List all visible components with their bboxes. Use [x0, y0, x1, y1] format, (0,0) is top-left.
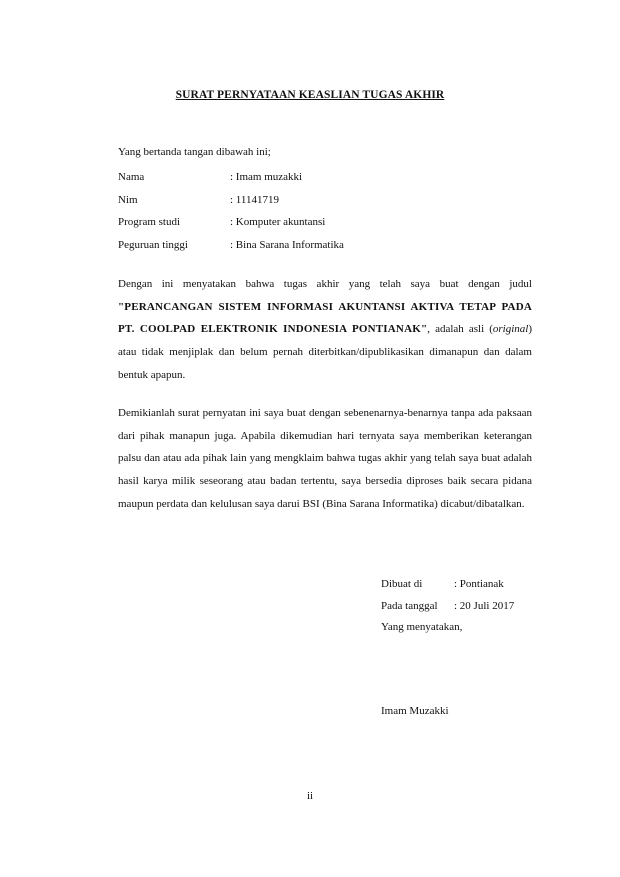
sign-row-place: [381, 577, 514, 599]
field-value: : Bina Sarana Informatika: [230, 238, 344, 251]
field-row-nim: [118, 193, 344, 216]
field-row-program: [118, 215, 344, 238]
statement-tail: ) atau tidak menjiplak dan belum pernah diterbitkan/dipublikasikan dimanapun dan dalam bentuk apapun.: [118, 323, 532, 381]
field-label: Peguruan tinggi: [118, 238, 188, 251]
sign-label: Dibuat di: [381, 578, 423, 590]
field-label: Program studi: [118, 216, 181, 228]
intro-text: Yang bertanda tangan dibawah ini;: [118, 146, 271, 158]
thesis-title: "PERANCANGAN SISTEM INFORMASI AKUNTANSI AKTIVA TETAP PADA PT. COOLPAD ELEKTRONIK INDONESIA PONTIANAK": [118, 300, 532, 336]
field-row-university: [118, 238, 344, 261]
declaration-paragraph: Demikianlah surat pernyatan ini saya buat dengan sebenenarnya-benarnya tanpa ada paksaan dari pihak manapun juga. Apabila dikemudian hari ternyata saya memberikan keterangan palsu dan atau ada pihak lain yang mengklaim bahwa tugas akhir yang telah saya buat adalah hasil karya milik seseorang atau badan tertentu, saya bersedia diproses baik secara pidana maupun perdata dan kelulusan saya darui BSI (Bina Sarana Informatika) dicabut/dibatalkan.: [118, 407, 532, 510]
document-title: SURAT PERNYATAAN KEASLIAN TUGAS AKHIR: [175, 89, 445, 101]
page-number: ii: [306, 790, 314, 802]
field-label: Nim: [118, 193, 138, 206]
field-value: : Imam muzakki: [230, 171, 303, 183]
identity-fields: [118, 170, 344, 260]
signature-block: [381, 577, 514, 642]
sign-closing: Yang menyatakan,: [381, 621, 463, 633]
statement-lead: Dengan ini menyatakan bahwa tugas akhir yang telah saya buat dengan judul: [118, 278, 532, 290]
field-label: Nama: [118, 171, 145, 183]
field-value: : 11141719: [230, 193, 279, 206]
sign-label: Pada tanggal: [381, 599, 438, 612]
field-value: : Komputer akuntansi: [230, 216, 326, 228]
original-word: original: [492, 323, 529, 336]
field-row-name: [118, 170, 344, 193]
sign-row-date: [381, 599, 514, 621]
sign-value: : Pontianak: [454, 578, 504, 590]
signer-name: Imam Muzakki: [381, 705, 449, 717]
statement-paragraph: [118, 273, 532, 387]
statement-mid: , adalah asli (: [427, 323, 493, 336]
sign-value: : 20 Juli 2017: [454, 599, 515, 612]
